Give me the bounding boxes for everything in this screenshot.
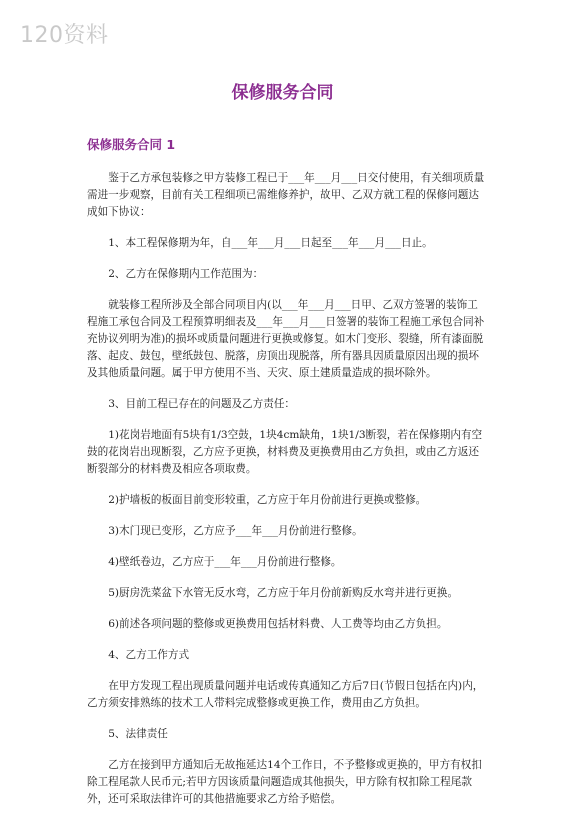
paragraph-item-5: 5)厨房洗菜盆下水管无反水弯，乙方应于年月份前新购反水弯并进行更换。 xyxy=(108,587,459,599)
watermark: 120资料 xyxy=(20,23,109,48)
paragraph-clause-3: 3、目前工程已存在的问题及乙方责任： xyxy=(108,398,296,410)
paragraph-item-2: 2)护墙板的板面目前变形较重，乙方应于年月份前进行更换或整修。 xyxy=(108,494,427,506)
paragraph-clause-4: 4、乙方工作方式 xyxy=(108,649,190,661)
paragraph-clause-5: 5、法律责任 xyxy=(108,728,168,740)
paragraph-clause-2: 2、乙方在保修期内工作范围为： xyxy=(108,268,264,280)
document-title: 保修服务合同 xyxy=(231,83,334,103)
paragraph-work-method: 在甲方发现工程出现质量问题并电话或传真通知乙方后7日(节假日包括在内)内，乙方须安排熟练的技术工人带料完成整修或更换工作，费用由乙方负担。 xyxy=(87,680,484,709)
paragraph-item-4: 4)壁纸卷边，乙方应于___年___月份前进行整修。 xyxy=(108,556,342,568)
paragraph-liability: 乙方在接到甲方通知后无故拖延达14个工作日，不予整修或更换的，甲方有权扣除工程尾款人民币元;若甲方因该质量问题造成其他损失，甲方除有权扣除工程尾款外，还可采取法律许可的其他措施要求乙方给予赔偿。 xyxy=(87,759,482,805)
paragraph-scope: 就装修工程所涉及全部合同项目内(以___年___月___日甲、乙双方签署的装饰工程施工承包合同及工程预算明细表及___年___月___日签署的装饰工程施工承包合同补充协议列明为准)的损坏或质量问题进行更换或修复。如木门变形、裂缝，所有漆面脱落、起皮、鼓包，壁纸鼓包、脱落，房顶出现脱落，所有器具因质量原因出现的损坏及其他质量问题。属于甲方使用不当、天灾、原土建质量造成的损坏除外。 xyxy=(87,299,485,379)
paragraph-item-3: 3)木门现已变形，乙方应予___年___月份前进行整修。 xyxy=(108,525,363,537)
paragraph-item-1: 1)花岗岩地面有5块有1/3空鼓，1块4cm缺角，1块1/3断裂，若在保修期内有空鼓的花岗岩出现断裂，乙方应予更换，材料费及更换费用由乙方负担，或由乙方返还断裂部分的材料费及相应各项取费。 xyxy=(87,429,483,475)
paragraph-item-6: 6)前述各项问题的整修或更换费用包括材料费、人工费等均由乙方负担。 xyxy=(108,618,448,630)
section-heading: 保修服务合同 1 xyxy=(87,137,176,152)
paragraph-clause-1: 1、本工程保修期为年，自___年___月___日起至___年___月___日止。 xyxy=(108,237,433,249)
paragraph-preamble: 鉴于乙方承包装修之甲方装修工程已于___年___月___日交付使用，有关细项质量需进一步观察，目前有关工程细项已需维修养护，故甲、乙双方就工程的保修问题达成如下协议： xyxy=(87,172,485,218)
contract-body xyxy=(87,170,487,822)
